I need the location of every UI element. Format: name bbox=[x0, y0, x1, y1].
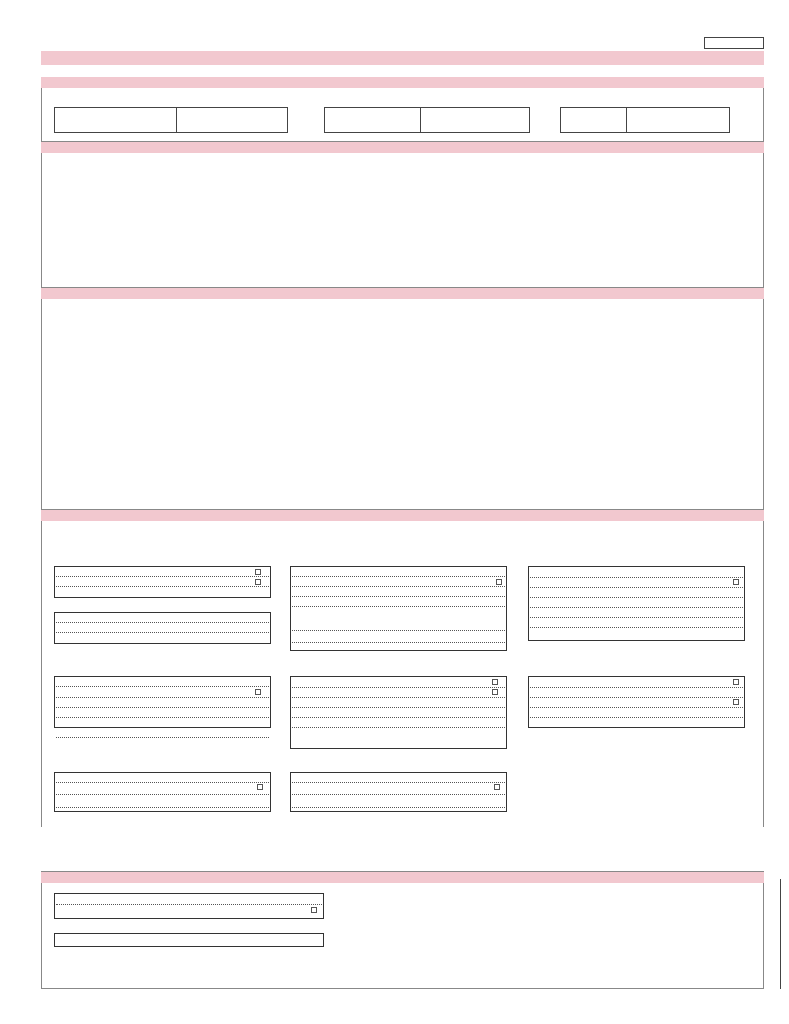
s6-box bbox=[54, 893, 324, 919]
section-1-title bbox=[41, 77, 764, 88]
section-2-frame bbox=[41, 141, 764, 287]
form-number-box bbox=[704, 37, 764, 49]
section-3-title bbox=[41, 288, 764, 299]
section-2-title bbox=[41, 142, 764, 153]
s1-field-2 bbox=[324, 107, 530, 133]
s4-b2-box bbox=[290, 566, 507, 651]
section-6-frame bbox=[41, 871, 764, 989]
s4-b6-check-2[interactable] bbox=[733, 699, 739, 705]
s4-b1-detail-box bbox=[54, 612, 271, 644]
s4-b7-box bbox=[54, 772, 271, 812]
s1-field-1 bbox=[54, 107, 288, 133]
section-3-frame bbox=[41, 287, 764, 509]
section-4-title bbox=[41, 510, 764, 521]
s4-b1-check-2[interactable] bbox=[255, 579, 261, 585]
s4-b7-check[interactable] bbox=[257, 784, 263, 790]
s4-b5-check-2[interactable] bbox=[492, 689, 498, 695]
s4-b8-box bbox=[290, 772, 507, 812]
s4-b3-check[interactable] bbox=[733, 579, 739, 585]
s4-b1-check-1[interactable] bbox=[255, 569, 261, 575]
title-band bbox=[41, 51, 764, 65]
s1-field-3 bbox=[560, 107, 730, 133]
s4-b2-check[interactable] bbox=[496, 579, 502, 585]
s4-b6-check-1[interactable] bbox=[733, 679, 739, 685]
section-6-title bbox=[41, 872, 764, 883]
s4-b6-box bbox=[528, 676, 745, 728]
s4-b8-check[interactable] bbox=[494, 784, 500, 790]
s4-b4-check[interactable] bbox=[255, 689, 261, 695]
s6-check[interactable] bbox=[311, 907, 317, 913]
s4-b5-check-1[interactable] bbox=[492, 679, 498, 685]
s4-b1-box bbox=[54, 566, 271, 598]
s4-b4-box bbox=[54, 676, 271, 728]
s6-receipt-box bbox=[54, 933, 324, 947]
